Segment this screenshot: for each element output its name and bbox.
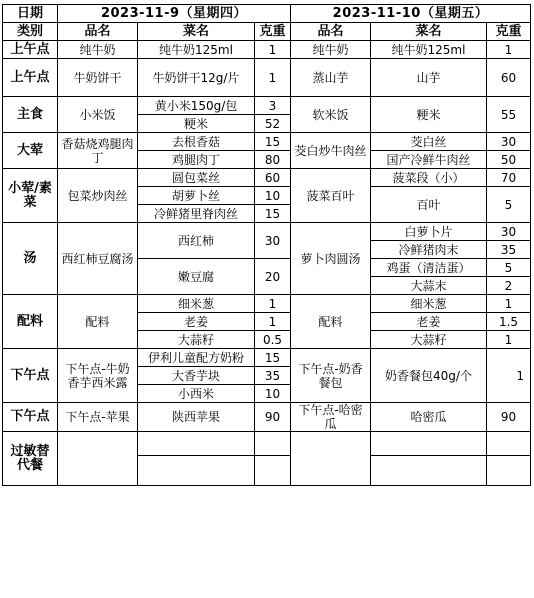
- d1-ingredient-cell: 鸡腿肉丁: [138, 151, 255, 169]
- d2-dish-cell: 下午点-哈密瓜: [291, 403, 371, 432]
- d2-grams-cell: 30: [487, 223, 531, 241]
- d1-ingredient-cell: 圆包菜丝: [138, 169, 255, 187]
- d1-ingredient-cell: 黄小米150g/包: [138, 97, 255, 115]
- d2-ingredient-cell: 菠菜段（小）: [371, 169, 487, 187]
- d2-ingredient-cell: 国产冷鲜牛肉丝: [371, 151, 487, 169]
- d1-ingredient-cell: [138, 456, 255, 486]
- d1-dish-cell: 香菇烧鸡腿肉丁: [58, 133, 138, 169]
- d2-ingredient-cell: 哈密瓜: [371, 403, 487, 432]
- category-cell: 上午点: [3, 59, 58, 97]
- d2-ingredient-cell: 老姜: [371, 313, 487, 331]
- table-row: [3, 97, 531, 115]
- d2-grams-cell: 1.5: [487, 313, 531, 331]
- d2-dish-cell: 下午点-奶香餐包: [291, 349, 371, 403]
- d1-ingredient-cell: 西红柿: [138, 223, 255, 259]
- d2-grams-cell: 5: [487, 187, 531, 223]
- d1-ingredient-cell: 陕西苹果: [138, 403, 255, 432]
- d2-grams-cell: 1: [487, 295, 531, 313]
- table-row: [3, 41, 531, 59]
- d1-ingredient-cell: 大香芋块: [138, 367, 255, 385]
- table-row: [3, 223, 531, 241]
- d1-ingredient-cell: [138, 432, 255, 456]
- category-cell: 小荤/素菜: [3, 169, 58, 223]
- col-dish-header: 品名: [291, 23, 371, 41]
- d2-dish-cell: 萝卜肉圆汤: [291, 223, 371, 295]
- d1-dish-cell: 下午点-牛奶香芋西米露: [58, 349, 138, 403]
- d1-dish-cell: 配料: [58, 295, 138, 349]
- d2-ingredient-cell: 茭白丝: [371, 133, 487, 151]
- d2-ingredient-cell: 大蒜末: [371, 277, 487, 295]
- col-ingredient-header: 菜名: [138, 23, 255, 41]
- d1-grams-cell: 3: [255, 97, 291, 115]
- d1-grams-cell: 35: [255, 367, 291, 385]
- table-row: [3, 59, 531, 97]
- d1-ingredient-cell: 细米葱: [138, 295, 255, 313]
- col-ingredient-header: 菜名: [371, 23, 487, 41]
- day2-date: 2023-11-10（星期五）: [291, 5, 531, 23]
- d2-dish-cell: 纯牛奶: [291, 41, 371, 59]
- category-cell: 汤: [3, 223, 58, 295]
- category-cell: 下午点: [3, 403, 58, 432]
- type-header-label: 类别: [3, 23, 58, 41]
- d2-grams-cell: [487, 432, 531, 456]
- d2-dish-cell: 茭白炒牛肉丝: [291, 133, 371, 169]
- category-cell: 过敏替代餐: [3, 432, 58, 486]
- d2-dish-cell: 菠菜百叶: [291, 169, 371, 223]
- d1-grams-cell: 1: [255, 41, 291, 59]
- d1-grams-cell: 20: [255, 259, 291, 295]
- day1-date: 2023-11-9（星期四）: [58, 5, 291, 23]
- d2-grams-cell: 30: [487, 133, 531, 151]
- d1-grams-cell: 60: [255, 169, 291, 187]
- category-cell: 大荤: [3, 133, 58, 169]
- d2-grams-cell: [487, 456, 531, 486]
- table-row: [3, 403, 531, 432]
- category-cell: 上午点: [3, 41, 58, 59]
- d2-grams-cell: 2: [487, 277, 531, 295]
- d1-grams-cell: 0.5: [255, 331, 291, 349]
- d1-grams-cell: 15: [255, 349, 291, 367]
- d1-dish-cell: 下午点-苹果: [58, 403, 138, 432]
- col-grams-header: 克重: [487, 23, 531, 41]
- d1-grams-cell: 15: [255, 133, 291, 151]
- d1-grams-cell: [255, 432, 291, 456]
- d1-ingredient-cell: 冷鲜猪里脊肉丝: [138, 205, 255, 223]
- category-cell: 主食: [3, 97, 58, 133]
- d2-ingredient-cell: 山芋: [371, 59, 487, 97]
- d1-dish-cell: 纯牛奶: [58, 41, 138, 59]
- d1-grams-cell: 10: [255, 187, 291, 205]
- d2-grams-cell: 1: [487, 349, 531, 403]
- d1-grams-cell: 80: [255, 151, 291, 169]
- d2-dish-cell: [291, 432, 371, 486]
- d2-grams-cell: 35: [487, 241, 531, 259]
- d2-grams-cell: 55: [487, 97, 531, 133]
- d1-ingredient-cell: 老姜: [138, 313, 255, 331]
- d1-grams-cell: 1: [255, 313, 291, 331]
- table-row: [3, 169, 531, 187]
- d1-ingredient-cell: 大蒜籽: [138, 331, 255, 349]
- date-header-label: 日期: [3, 5, 58, 23]
- d1-dish-cell: 小米饭: [58, 97, 138, 133]
- d1-ingredient-cell: 去根香菇: [138, 133, 255, 151]
- d2-grams-cell: 90: [487, 403, 531, 432]
- col-dish-header: 品名: [58, 23, 138, 41]
- d1-dish-cell: 西红柿豆腐汤: [58, 223, 138, 295]
- d2-ingredient-cell: 奶香餐包40g/个: [371, 349, 487, 403]
- d2-grams-cell: 50: [487, 151, 531, 169]
- d2-ingredient-cell: 粳米: [371, 97, 487, 133]
- table-row: [3, 432, 531, 456]
- d2-ingredient-cell: 白萝卜片: [371, 223, 487, 241]
- d2-dish-cell: 蒸山芋: [291, 59, 371, 97]
- d1-grams-cell: 1: [255, 295, 291, 313]
- d2-grams-cell: 60: [487, 59, 531, 97]
- d1-ingredient-cell: 嫩豆腐: [138, 259, 255, 295]
- d1-ingredient-cell: 粳米: [138, 115, 255, 133]
- category-cell: 配料: [3, 295, 58, 349]
- d1-grams-cell: 52: [255, 115, 291, 133]
- col-grams-header: 克重: [255, 23, 291, 41]
- d2-ingredient-cell: 细米葱: [371, 295, 487, 313]
- d2-grams-cell: 5: [487, 259, 531, 277]
- d2-ingredient-cell: 纯牛奶125ml: [371, 41, 487, 59]
- table-row: [3, 295, 531, 313]
- d2-ingredient-cell: 百叶: [371, 187, 487, 223]
- d1-ingredient-cell: 伊利儿童配方奶粉: [138, 349, 255, 367]
- menu-body: [3, 41, 531, 486]
- d2-grams-cell: 1: [487, 41, 531, 59]
- d1-ingredient-cell: 小西米: [138, 385, 255, 403]
- d2-grams-cell: 70: [487, 169, 531, 187]
- category-cell: 下午点: [3, 349, 58, 403]
- d2-grams-cell: 1: [487, 331, 531, 349]
- d2-dish-cell: 软米饭: [291, 97, 371, 133]
- d2-ingredient-cell: 大蒜籽: [371, 331, 487, 349]
- d1-ingredient-cell: 牛奶饼干12g/片: [138, 59, 255, 97]
- d2-ingredient-cell: 鸡蛋（清洁蛋）: [371, 259, 487, 277]
- d1-grams-cell: 15: [255, 205, 291, 223]
- d1-ingredient-cell: 纯牛奶125ml: [138, 41, 255, 59]
- d1-dish-cell: 包菜炒肉丝: [58, 169, 138, 223]
- d1-dish-cell: [58, 432, 138, 486]
- d1-grams-cell: 90: [255, 403, 291, 432]
- d1-grams-cell: [255, 456, 291, 486]
- d1-dish-cell: 牛奶饼干: [58, 59, 138, 97]
- d2-ingredient-cell: [371, 456, 487, 486]
- d1-ingredient-cell: 胡萝卜丝: [138, 187, 255, 205]
- d1-grams-cell: 1: [255, 59, 291, 97]
- table-row: [3, 133, 531, 151]
- table-row: [3, 349, 531, 367]
- d1-grams-cell: 30: [255, 223, 291, 259]
- d1-grams-cell: 10: [255, 385, 291, 403]
- d2-dish-cell: 配料: [291, 295, 371, 349]
- menu-table: [2, 4, 531, 486]
- d2-ingredient-cell: [371, 432, 487, 456]
- d2-ingredient-cell: 冷鲜猪肉末: [371, 241, 487, 259]
